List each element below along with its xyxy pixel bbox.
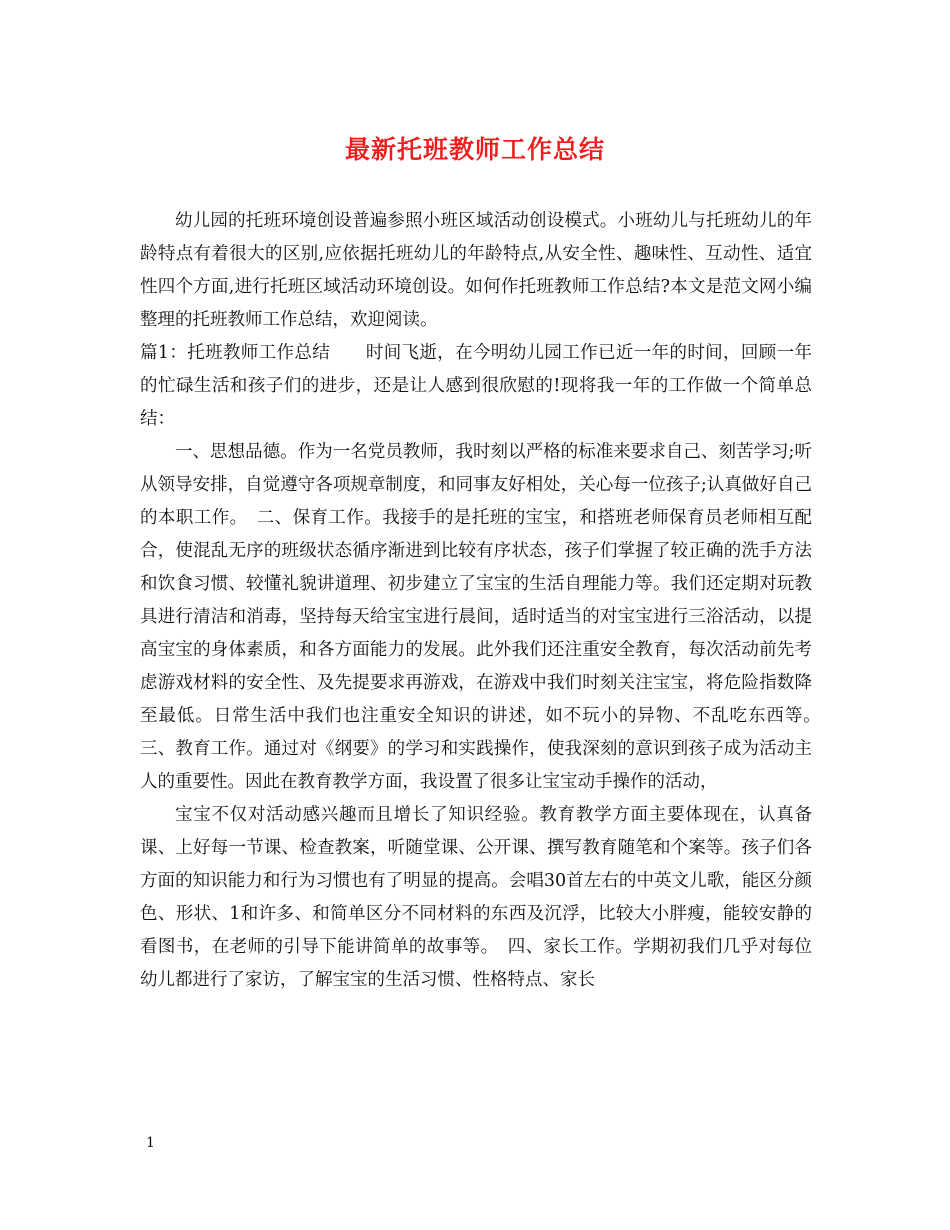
- page-number: 1: [146, 1135, 155, 1151]
- document-title: 最新托班教师工作总结: [344, 135, 605, 164]
- document-body: [140, 205, 830, 997]
- paragraph-work-items: 一、思想品德。作为一名党员教师，我时刻以严格的标准来要求自己、刻苦学习;听从领导安排，自觉遵守各项规章制度，和同事友好相处，关心每一位孩子;认真做好自己的本职工作。 二、保育工作。我接手的是托班的宝宝，和搭班老师保育员老师相互配合，使混乱无序的班级状态循序渐进到比较有序状态，孩子们掌握了较正确的洗手方法和饮食习惯、较懂礼貌讲道理、初步建立了宝宝的生活自理能力等。我们还定期对玩教具进行清洁和消毒，坚持每天给宝宝进行晨间，适时适当的对宝宝进行三浴活动，以提高宝宝的身体素质，和各方面能力的发展。此外我们还注重安全教育，每次活动前先考虑游戏材料的安全性、及先提要求再游戏，在游戏中我们时刻关注宝宝，将危险指数降至最低。日常生活中我们也注重安全知识的讲述，如不玩小的异物、不乱吃东西等。 三、教育工作。通过对《纲要》的学习和实践操作，使我深刻的意识到孩子成为活动主人的重要性。因此在教育教学方面，我设置了很多让宝宝动手操作的活动，: [140, 442, 830, 792]
- paragraph-part1-opening: 篇1：托班教师工作总结 时间飞逝，在今明幼儿园工作已近一年的时间，回顾一年的忙碌生活和孩子们的进步，还是让人感到很欣慰的!现将我一年的工作做一个简单总结：: [140, 343, 812, 429]
- paragraph-intro: 幼儿园的托班环境创设普遍参照小班区域活动创设模式。小班幼儿与托班幼儿的年龄特点有着很大的区别,应依据托班幼儿的年龄特点,从安全性、趣味性、互动性、适宜性四个方面,进行托班区域活动环境创设。如何作托班教师工作总结?本文是范文网小编整理的托班教师工作总结，欢迎阅读。: [140, 211, 812, 330]
- paragraph-education-results: 宝宝不仅对活动感兴趣而且增长了知识经验。教育教学方面主要体现在，认真备课、上好每一节课、检查教案，听随堂课、公开课、撰写教育随笔和个案等。孩子们各方面的知识能力和行为习惯也有了明显的提高。会唱30首左右的中英文儿歌，能区分颜色、形状、1和许多、和简单区分不同材料的东西及沉浮，比较大小胖瘦，能较安静的看图书，在老师的引导下能讲简单的故事等。 四、家长工作。学期初我们几乎对每位幼儿都进行了家访，了解宝宝的生活习惯、性格特点、家长: [140, 805, 812, 990]
